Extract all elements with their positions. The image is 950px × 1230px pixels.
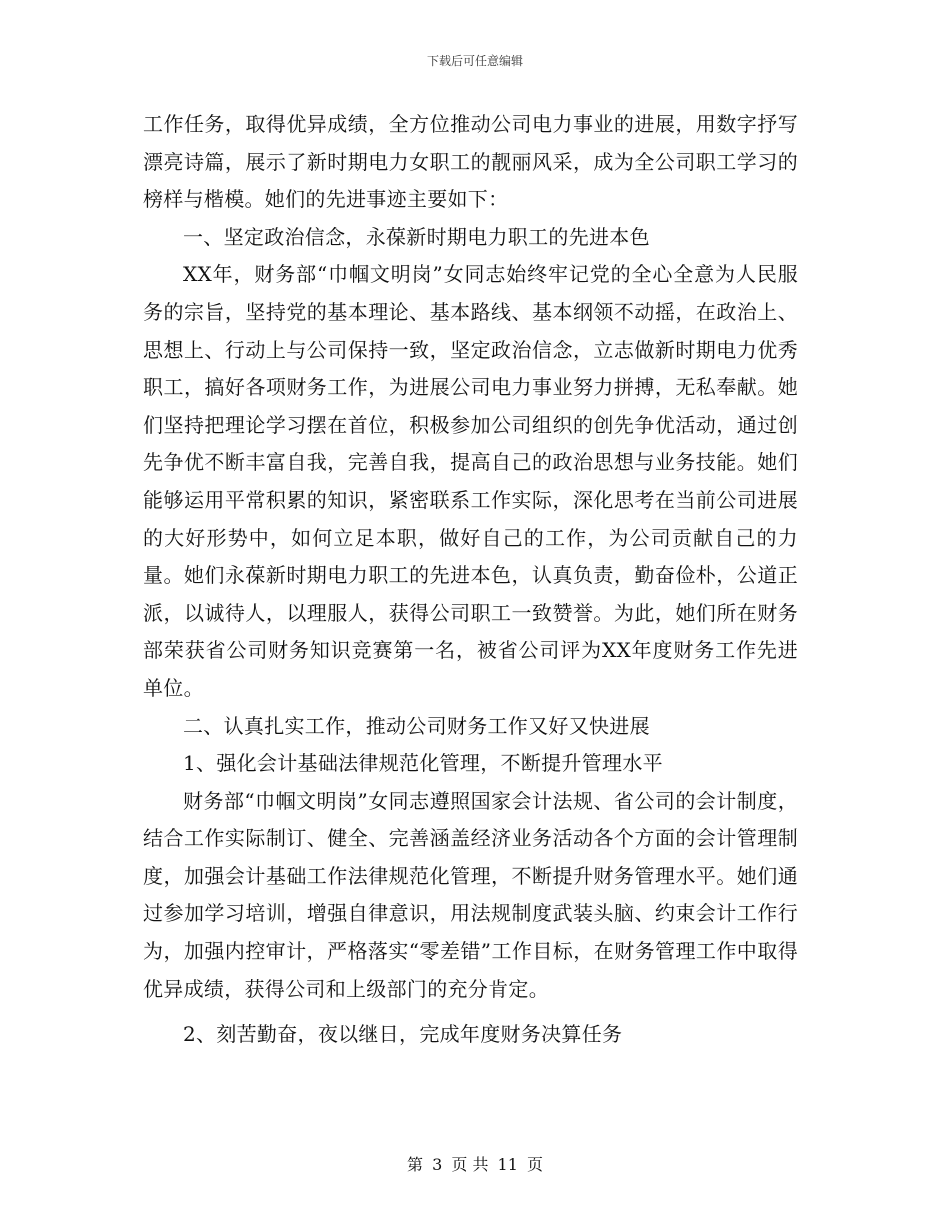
page-header: 下载后可任意编辑 (426, 54, 523, 68)
footer-suffix: 页 (527, 1155, 544, 1174)
paragraph-political-belief: XX年，财务部“巾帼文明岗”女同志始终牢记党的全心全意为人民服务的宗旨，坚持党的基本理论、基本路线、基本纲领不动摇，在政治上、思想上、行动上与公司保持一致，坚定政治信念，立志做新时期电力优秀职工，搞好各项财务工作，为进展公司电力事业努力拼搏，无私奉献。她们坚持把理论学习摆在首位，积极参加公司组织的创先争优活动，通过创先争优不断丰富自我，完善自我，提高自己的政治思想与业务技能。她们能够运用平常积累的知识，紧密联系工作实际，深化思考在当前公司进展的大好形势中，如何立足本职，做好自己的工作，为公司贡献自己的力量。她们永葆新时期电力职工的先进本色，认真负责，勤奋俭朴，公道正派，以诚待人，以理服人，获得公司职工一致赞誉。为此，她们所在财务部荣获省公司财务知识竞赛第一名，被省公司评为XX年度财务工作先进单位。 (143, 262, 798, 700)
footer-page-number: 3 (432, 1155, 443, 1174)
subsection-heading-2: 2、刻苦勤奋，夜以继日，完成年度财务决算任务 (183, 1022, 623, 1047)
paragraph-continuation: 工作任务，取得优异成绩，全方位推动公司电力事业的进展，用数字抒写漂亮诗篇，展示了新时期电力女职工的靓丽风采，成为全公司职工学习的榜样与楷模。她们的先进事迹主要如下： (143, 112, 798, 212)
footer-middle: 页 共 (451, 1155, 489, 1174)
subsection-heading-1: 1、强化会计基础法律规范化管理，不断提升管理水平 (183, 751, 663, 776)
footer-prefix: 第 (406, 1155, 423, 1174)
document-body (143, 106, 798, 1054)
section-heading-2: 二、认真扎实工作，推动公司财务工作又好又快进展 (183, 713, 650, 738)
section-heading-1: 一、坚定政治信念，永葆新时期电力职工的先进本色 (183, 224, 650, 249)
page-footer (0, 1155, 950, 1175)
footer-total-pages: 11 (497, 1155, 518, 1174)
paragraph-accounting-management: 财务部“巾帼文明岗”女同志遵照国家会计法规、省公司的会计制度，结合工作实际制订、健全、完善涵盖经济业务活动各个方面的会计管理制度，加强会计基础工作法律规范化管理，不断提升财务管理水平。她们通过参加学习培训，增强自律意识，用法规制度武装头脑、约束会计工作行为，加强内控审计，严格落实“零差错”工作目标，在财务管理工作中取得优异成绩，获得公司和上级部门的充分肯定。 (143, 788, 798, 1001)
